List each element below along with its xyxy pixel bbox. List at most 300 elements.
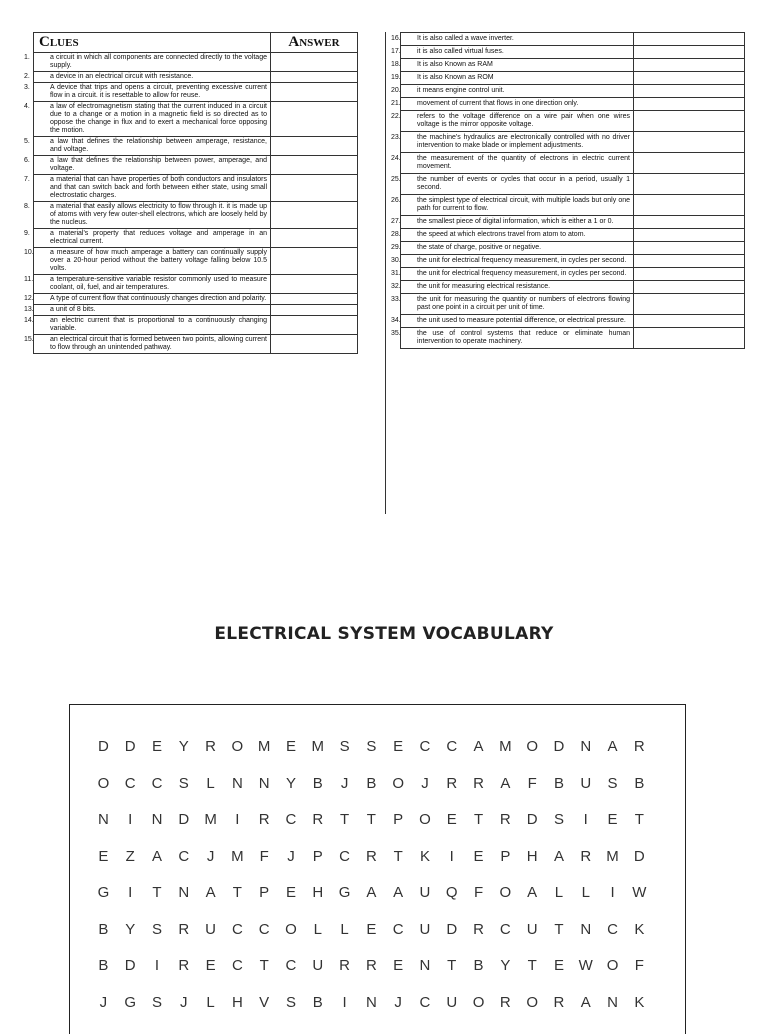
grid-letter[interactable]: T [554, 920, 564, 938]
grid-letter[interactable]: E [205, 957, 216, 974]
answer-cell[interactable] [634, 268, 745, 281]
grid-letter[interactable]: N [580, 738, 592, 755]
grid-letter[interactable]: E [393, 957, 404, 974]
grid-letter[interactable]: C [499, 920, 511, 938]
clue-row [401, 59, 745, 72]
grid-letter[interactable]: S [553, 811, 564, 828]
grid-letter[interactable]: P [500, 847, 511, 865]
grid-letter[interactable]: L [206, 774, 215, 792]
clue-text-wrap [391, 244, 630, 252]
grid-letter[interactable]: I [610, 884, 615, 901]
clue-cell [391, 328, 634, 349]
clue-number: 21. [391, 100, 401, 107]
grid-letter[interactable]: E [151, 738, 162, 755]
answer-cell[interactable] [271, 229, 358, 248]
grid-letter[interactable]: T [527, 957, 537, 974]
clue-text: a law that defines the relationship between amperage, resistance, and voltage. [50, 138, 267, 153]
clue-cell [24, 275, 271, 294]
grid-letter[interactable]: U [526, 920, 538, 938]
grid-letter[interactable]: H [231, 993, 243, 1011]
grid-letter[interactable]: C [419, 993, 431, 1011]
clue-row [401, 72, 745, 85]
grid-letter[interactable]: L [313, 920, 322, 938]
answer-cell[interactable] [634, 153, 745, 174]
grid-letter[interactable]: C [392, 920, 404, 938]
grid-letter[interactable]: U [419, 920, 431, 938]
answer-cell[interactable] [634, 59, 745, 72]
grid-letter[interactable]: A [580, 993, 591, 1011]
grid-letter[interactable]: M [231, 847, 244, 865]
clue-row [34, 305, 358, 316]
grid-letter[interactable]: U [312, 957, 324, 974]
clue-text: a material that can have properties of both conductors and insulators and that can switch back and forth between either state, using small electrostatic charges. [50, 176, 267, 199]
grid-letter[interactable]: A [527, 884, 538, 901]
grid-letter[interactable]: U [205, 920, 216, 938]
grid-letter[interactable]: G [124, 993, 137, 1011]
grid-letter[interactable]: N [258, 774, 270, 792]
grid-letter[interactable]: T [259, 957, 269, 974]
grid-letter[interactable]: C [151, 774, 163, 792]
answer-cell[interactable] [271, 316, 358, 335]
answer-cell[interactable] [634, 72, 745, 85]
clue-text-wrap [24, 306, 267, 314]
clue-text-wrap [391, 48, 630, 56]
answer-cell[interactable] [634, 132, 745, 153]
grid-letter[interactable]: Y [285, 774, 296, 792]
grid-letter[interactable]: O [606, 957, 619, 974]
grid-letter[interactable]: C [231, 920, 243, 938]
grid-letter[interactable]: R [473, 774, 484, 792]
grid-letter[interactable]: A [553, 847, 564, 865]
grid-letter[interactable]: B [98, 920, 109, 938]
clue-cell [24, 229, 271, 248]
answer-cell[interactable] [271, 53, 358, 72]
grid-letter[interactable]: R [339, 957, 350, 974]
answer-cell[interactable] [634, 33, 745, 46]
grid-letter[interactable]: J [287, 847, 295, 865]
grid-letter[interactable]: B [634, 774, 645, 792]
grid-letter[interactable]: A [151, 847, 162, 865]
grid-letter[interactable]: S [607, 774, 618, 792]
clue-number: 27. [391, 218, 401, 225]
clue-cell [391, 111, 634, 132]
grid-letter[interactable]: U [419, 884, 431, 901]
grid-letter[interactable]: E [607, 811, 618, 828]
grid-letter[interactable]: I [128, 811, 133, 828]
clues-header: Clues [34, 33, 271, 53]
clue-text: an electrical circuit that is formed between two points, allowing current to flow through an unintended pathway. [50, 336, 267, 351]
grid-letter[interactable]: L [206, 993, 215, 1011]
grid-letter[interactable]: I [235, 811, 240, 828]
clue-row [34, 53, 358, 72]
grid-letter[interactable]: D [178, 811, 190, 828]
grid-letter[interactable]: O [97, 774, 110, 792]
grid-letter[interactable]: T [447, 957, 457, 974]
clue-row [34, 175, 358, 202]
grid-letter[interactable]: C [124, 774, 136, 792]
grid-letter[interactable]: M [257, 738, 271, 755]
answer-cell[interactable] [634, 195, 745, 216]
grid-letter[interactable]: L [581, 884, 590, 901]
clue-number: 25. [391, 176, 401, 183]
clue-cell [391, 98, 634, 111]
clue-cell [24, 102, 271, 137]
grid-letter[interactable]: D [526, 811, 538, 828]
grid-letter[interactable]: R [178, 957, 190, 974]
clue-text-wrap [24, 276, 267, 292]
grid-letter[interactable]: I [128, 884, 133, 901]
grid-letter[interactable]: E [98, 847, 109, 865]
answer-header: Answer [271, 33, 358, 53]
grid-letter[interactable]: R [365, 847, 377, 865]
clue-number: 20. [391, 87, 401, 94]
grid-letter[interactable]: E [366, 920, 377, 938]
clue-text-wrap [24, 54, 267, 70]
grid-letter[interactable]: H [526, 847, 538, 865]
grid-letter[interactable]: E [446, 811, 457, 828]
grid-letter[interactable]: R [499, 811, 511, 828]
clue-text: it is also called virtual fuses. [417, 48, 504, 55]
clue-row [34, 316, 358, 335]
grid-letter[interactable]: H [312, 884, 324, 901]
grid-letter[interactable]: T [473, 811, 484, 828]
grid-letter[interactable]: I [449, 847, 454, 865]
clue-number: 9. [24, 230, 30, 237]
clue-cell [24, 72, 271, 83]
clue-text: the measurement of the quantity of electrons in electric current movement. [417, 155, 630, 170]
grid-letter[interactable]: N [231, 774, 243, 792]
grid-letter[interactable]: M [499, 738, 512, 755]
grid-letter[interactable]: C [258, 920, 270, 938]
column-divider [385, 32, 386, 514]
grid-letter[interactable]: S [151, 993, 162, 1011]
grid-letter[interactable]: J [394, 993, 402, 1011]
grid-letter[interactable]: I [342, 993, 347, 1011]
grid-row [90, 994, 653, 1031]
clue-number: 29. [391, 244, 401, 251]
answer-cell[interactable] [634, 242, 745, 255]
grid-letter[interactable]: D [124, 957, 136, 974]
clue-cell [391, 46, 634, 59]
grid-letter[interactable]: U [580, 774, 592, 792]
clue-text: a device in an electrical circuit with resistance. [50, 73, 194, 80]
clue-text: the unit for electrical frequency measurement, in cycles per second. [417, 270, 627, 277]
grid-letter[interactable]: T [232, 884, 242, 901]
grid-letter[interactable]: R [633, 738, 645, 755]
answer-cell[interactable] [271, 156, 358, 175]
grid-letter[interactable]: J [180, 993, 188, 1011]
answer-cell[interactable] [271, 275, 358, 294]
grid-letter[interactable]: R [258, 811, 270, 828]
clue-row [34, 275, 358, 294]
grid-letter[interactable]: S [366, 738, 377, 755]
clue-text: the unit for measuring the quantity or numbers of electrons flowing past one point in a circuit per unit of time. [417, 296, 630, 311]
grid-letter[interactable]: R [178, 920, 190, 938]
clue-text-wrap [391, 74, 630, 82]
grid-letter[interactable]: Z [125, 847, 135, 865]
grid-letter[interactable]: A [607, 738, 618, 755]
grid-letter[interactable]: S [285, 993, 296, 1011]
grid-letter[interactable]: Y [125, 920, 136, 938]
grid-letter[interactable]: O [472, 993, 485, 1011]
grid-letter[interactable]: T [393, 847, 403, 865]
grid-letter[interactable]: A [366, 884, 377, 901]
grid-letter[interactable]: D [553, 738, 565, 755]
answer-cell[interactable] [271, 83, 358, 102]
grid-letter[interactable]: T [152, 884, 162, 901]
grid-letter[interactable]: F [473, 884, 484, 901]
grid-letter[interactable]: T [634, 811, 644, 828]
clue-row [401, 216, 745, 229]
grid-letter[interactable]: K [634, 993, 645, 1011]
clue-number: 19. [391, 74, 401, 81]
clue-text-wrap [391, 113, 630, 129]
clue-text-wrap [391, 218, 630, 226]
answer-cell[interactable] [634, 46, 745, 59]
grid-letter[interactable]: R [446, 774, 458, 792]
grid-letter[interactable]: C [446, 738, 458, 755]
grid-letter[interactable]: R [553, 993, 565, 1011]
grid-letter[interactable]: Y [500, 957, 511, 974]
grid-letter[interactable]: F [527, 774, 537, 792]
grid-letter[interactable]: O [285, 920, 297, 938]
grid-letter[interactable]: J [99, 993, 108, 1011]
clue-row [34, 156, 358, 175]
grid-letter[interactable]: S [339, 738, 350, 755]
grid-letter[interactable]: A [500, 774, 511, 792]
grid-letter[interactable]: O [526, 738, 538, 755]
grid-letter[interactable]: O [231, 738, 244, 755]
grid-letter[interactable]: K [419, 847, 430, 865]
grid-letter[interactable]: P [393, 811, 404, 828]
grid-letter[interactable]: M [606, 847, 619, 865]
answer-cell[interactable] [634, 229, 745, 242]
clue-text: a material's property that reduces voltage and amperage in an electrical current. [50, 230, 267, 245]
clue-row [401, 315, 745, 328]
answer-cell[interactable] [634, 111, 745, 132]
grid-letter[interactable]: C [339, 847, 350, 865]
grid-letter[interactable]: B [553, 774, 564, 792]
grid-letter[interactable]: C [231, 957, 243, 974]
clue-number: 28. [391, 231, 401, 238]
clue-row [401, 195, 745, 216]
clue-text-wrap [391, 35, 630, 43]
clue-row [401, 268, 745, 281]
answer-cell[interactable] [271, 335, 358, 354]
clue-row [401, 174, 745, 195]
clue-number: 17. [391, 48, 401, 55]
grid-letter[interactable]: F [259, 847, 269, 865]
clue-row [34, 248, 358, 275]
grid-letter[interactable]: B [98, 957, 109, 974]
answer-cell[interactable] [271, 175, 358, 202]
grid-letter[interactable]: I [583, 811, 588, 828]
answer-cell[interactable] [634, 328, 745, 349]
answer-cell[interactable] [634, 85, 745, 98]
clue-number: 13. [24, 306, 34, 313]
grid-letter[interactable]: R [473, 920, 484, 938]
clue-number: 35. [391, 330, 401, 337]
grid-letter[interactable]: B [473, 957, 484, 974]
grid-letter[interactable]: K [634, 920, 645, 938]
clues-header-row [34, 33, 358, 53]
clue-cell [391, 132, 634, 153]
clue-cell [24, 202, 271, 229]
grid-letter[interactable]: N [365, 993, 377, 1011]
grid-letter[interactable]: D [633, 847, 645, 865]
grid-letter[interactable]: O [526, 993, 538, 1011]
grid-letter[interactable]: A [473, 738, 484, 755]
clue-cell [391, 174, 634, 195]
grid-letter[interactable]: M [311, 738, 325, 755]
clues-table-right [391, 32, 745, 349]
answer-cell[interactable] [634, 174, 745, 195]
answer-cell[interactable] [634, 98, 745, 111]
clue-row [34, 102, 358, 137]
grid-letter[interactable]: E [393, 738, 404, 755]
grid-letter[interactable]: N [151, 811, 163, 828]
grid-letter[interactable]: P [259, 884, 270, 901]
clue-text: the unit for measuring electrical resistance. [417, 283, 551, 290]
grid-letter[interactable]: F [634, 957, 644, 974]
answer-cell[interactable] [271, 202, 358, 229]
clue-text-wrap [24, 317, 267, 333]
grid-letter[interactable]: B [312, 993, 323, 1011]
clue-row [401, 33, 745, 46]
grid-letter[interactable]: C [178, 847, 190, 865]
grid-letter[interactable]: R [205, 738, 216, 755]
grid-letter[interactable]: S [178, 774, 189, 792]
grid-letter[interactable]: C [285, 957, 297, 974]
clue-row [34, 294, 358, 305]
grid-letter[interactable]: O [419, 811, 431, 828]
answer-cell[interactable] [271, 305, 358, 316]
clue-cell [391, 72, 634, 85]
answer-cell[interactable] [271, 137, 358, 156]
clue-cell [24, 53, 271, 72]
answer-cell[interactable] [271, 294, 358, 305]
clue-cell [24, 294, 271, 305]
grid-letter[interactable]: N [419, 957, 431, 974]
grid-letter[interactable]: T [366, 811, 376, 828]
grid-letter[interactable]: D [446, 920, 458, 938]
grid-letter[interactable]: L [340, 920, 349, 938]
grid-letter[interactable]: D [97, 738, 109, 755]
grid-letter[interactable]: O [392, 774, 404, 792]
clues-table-left [24, 32, 358, 354]
clue-text: the unit for electrical frequency measurement, in cycles per second. [417, 257, 627, 264]
clue-number: 24. [391, 155, 401, 162]
clue-text-wrap [24, 336, 267, 352]
grid-letter[interactable]: B [366, 774, 377, 792]
clue-text: a material that easily allows electricity to flow through it. it is made up of atoms with very few outer-shell electrons, which are loosely held by the nucleus. [50, 203, 267, 226]
grid-letter[interactable]: G [338, 884, 351, 901]
clue-number: 5. [24, 138, 30, 145]
grid-letter[interactable]: M [204, 811, 217, 828]
answer-cell[interactable] [634, 294, 745, 315]
answer-cell[interactable] [634, 281, 745, 294]
clue-cell [391, 229, 634, 242]
clue-text: movement of current that flows in one direction only. [417, 100, 579, 107]
clue-text: It is also called a wave inverter. [417, 35, 514, 42]
clue-text-wrap [24, 73, 267, 81]
grid-letter[interactable]: V [259, 993, 270, 1011]
grid-letter[interactable]: J [421, 774, 429, 792]
grid-letter[interactable]: N [607, 993, 618, 1011]
answer-cell[interactable] [634, 255, 745, 268]
clue-text-wrap [391, 317, 630, 325]
clue-row [401, 111, 745, 132]
grid-letter[interactable]: I [154, 957, 160, 974]
grid-letter[interactable]: Y [178, 738, 189, 755]
grid-letter[interactable]: A [393, 884, 404, 901]
clue-text-wrap [24, 138, 267, 154]
clue-text: a law of electromagnetism stating that the current induced in a circuit due to a change or a motion in a magnetic field is so directed as to oppose the change in flux and to exert a mechanical force opposing the motion. [50, 103, 267, 134]
clue-text: a unit of 8 bits. [50, 306, 96, 313]
clue-row [401, 242, 745, 255]
clue-number: 16. [391, 35, 401, 42]
grid-letter[interactable]: L [554, 884, 564, 901]
answer-cell[interactable] [271, 102, 358, 137]
grid-letter[interactable]: N [178, 884, 190, 901]
clue-text: a measure of how much amperage a battery can continually supply over a 20-hour period without the battery voltage falling below 10.5 volts. [50, 249, 267, 272]
grid-letter[interactable]: W [632, 884, 647, 901]
grid-letter[interactable]: W [578, 957, 593, 974]
grid-letter[interactable]: N [580, 920, 592, 938]
grid-letter[interactable]: E [285, 884, 296, 901]
grid-letter[interactable]: C [285, 811, 297, 828]
grid-letter[interactable]: E [473, 847, 484, 865]
clue-number: 18. [391, 61, 401, 68]
clue-text: It is also Known as RAM [417, 61, 493, 68]
grid-letter[interactable]: E [285, 738, 296, 755]
grid-letter[interactable]: T [339, 811, 350, 828]
grid-letter[interactable]: N [97, 811, 109, 828]
answer-cell[interactable] [271, 72, 358, 83]
grid-letter[interactable]: C [419, 738, 431, 755]
puzzle-title: ELECTRICAL SYSTEM VOCABULARY [214, 624, 554, 644]
clue-row [34, 202, 358, 229]
grid-letter[interactable]: J [340, 774, 349, 792]
grid-letter[interactable]: E [553, 957, 564, 974]
grid-letter[interactable]: G [97, 884, 110, 901]
answer-cell[interactable] [634, 315, 745, 328]
grid-letter[interactable]: A [205, 884, 216, 901]
grid-row [90, 957, 653, 994]
grid-letter[interactable]: R [499, 993, 511, 1011]
grid-letter[interactable]: J [206, 847, 215, 865]
grid-letter[interactable]: Q [445, 884, 458, 901]
clue-cell [391, 294, 634, 315]
grid-letter[interactable]: R [580, 847, 592, 865]
grid-letter[interactable]: S [151, 920, 162, 938]
grid-letter[interactable]: B [312, 774, 323, 792]
clue-row [34, 72, 358, 83]
clue-text: a circuit in which all components are connected directly to the voltage supply. [50, 54, 267, 69]
grid-letter[interactable]: U [446, 993, 458, 1011]
answer-cell[interactable] [271, 248, 358, 275]
grid-letter[interactable]: R [365, 957, 377, 974]
grid-letter[interactable]: P [312, 847, 323, 865]
clue-cell [24, 156, 271, 175]
answer-cell[interactable] [634, 216, 745, 229]
clue-text-wrap [24, 249, 267, 273]
grid-letter[interactable]: R [312, 811, 324, 828]
grid-letter[interactable]: C [607, 920, 618, 938]
clue-number: 12. [24, 295, 34, 302]
grid-letter[interactable]: O [499, 884, 512, 901]
grid-letter[interactable]: D [124, 738, 136, 755]
